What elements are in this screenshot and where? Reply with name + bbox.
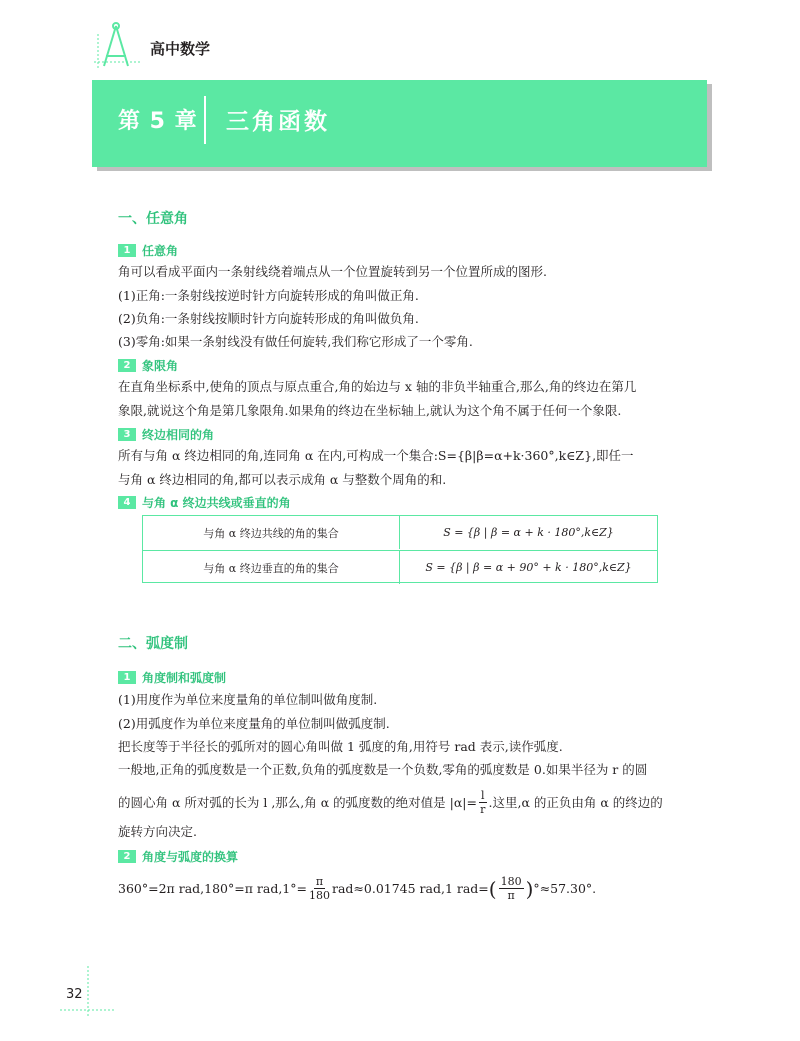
fraction-numerator: l <box>480 789 485 802</box>
fraction-numerator: π <box>315 875 324 888</box>
fraction-numerator: 180 <box>500 875 522 888</box>
subsection-number: 1 <box>118 244 136 257</box>
angle-set-table <box>142 515 658 583</box>
subsection-number: 2 <box>118 850 136 863</box>
formula-text: °≈57.30°. <box>533 880 597 896</box>
table-cell: S = {β | β = α + 90° + k · 180°,k∈Z} <box>425 561 632 574</box>
paragraph-line: 把长度等于半径长的弧所对的圆心角叫做 1 弧度的角,用符号 rad 表示,读作弧度. <box>118 739 563 754</box>
subsection-title: 与角 α 终边共线或垂直的角 <box>142 496 291 510</box>
paragraph-line: (2)用弧度作为单位来度量角的单位制叫做弧度制. <box>118 716 390 731</box>
fraction-denominator: 180 <box>308 889 330 902</box>
subsection-number: 2 <box>118 359 136 372</box>
subsection-number: 1 <box>118 671 136 684</box>
subsection-title: 角度制和弧度制 <box>142 671 227 685</box>
fraction-denominator: π <box>507 889 515 902</box>
subsection-number: 3 <box>118 428 136 441</box>
paragraph-line: 在直角坐标系中,使角的顶点与原点重合,角的始边与 x 轴的非负半轴重合,那么,角的终边在第几 <box>118 379 637 394</box>
paragraph-line: (1)正角:一条射线按逆时针方向旋转形成的角叫做正角. <box>118 288 419 303</box>
subsection-title: 任意角 <box>142 244 179 258</box>
banner-divider <box>204 96 206 144</box>
compass-ruler-icon <box>92 18 144 70</box>
table-cell: 与角 α 终边垂直的角的集合 <box>143 551 400 584</box>
subsection-1-3 <box>118 426 214 443</box>
fraction-pi-over-180 <box>309 875 330 902</box>
subsection-1-1 <box>118 242 178 259</box>
subsection-title: 象限角 <box>142 359 179 373</box>
table-row <box>143 516 657 549</box>
paragraph-line: (1)用度作为单位来度量角的单位制叫做角度制. <box>118 692 378 707</box>
chapter-title: 三角函数 <box>226 109 330 135</box>
formula-text: .这里,α 的正负由角 α 的终边的 <box>488 794 663 810</box>
fraction-l-over-r <box>479 789 487 816</box>
paragraph-line: 象限,就说这个角是第几象限角.如果角的终边在坐标轴上,就认为这个角不属于任何一个象限. <box>118 403 622 418</box>
table-row <box>143 550 657 584</box>
conversion-formula <box>118 875 596 902</box>
section-title-arbitrary-angle: 一、任意角 <box>118 211 188 227</box>
paragraph-line: 角可以看成平面内一条射线绕着端点从一个位置旋转到另一个位置所成的图形. <box>118 264 547 279</box>
subsection-1-4 <box>118 494 291 511</box>
formula-text: 的圆心角 α 所对弧的长为 l ,那么,角 α 的弧度数的绝对值是 |α|= <box>118 794 477 810</box>
paragraph-line: 与角 α 终边相同的角,都可以表示成角 α 与整数个周角的和. <box>118 472 447 487</box>
subsection-title: 终边相同的角 <box>142 428 215 442</box>
paragraph-line: (3)零角:如果一条射线没有做任何旋转,我们称它形成了一个零角. <box>118 334 473 349</box>
left-paren-icon: ( <box>488 876 497 901</box>
subsection-2-1 <box>118 669 226 686</box>
book-title: 高中数学 <box>150 40 211 58</box>
fraction-denominator: r <box>480 803 486 816</box>
subsection-2-2 <box>118 848 238 865</box>
page-number: 32 <box>66 987 83 1002</box>
subsection-1-2 <box>118 357 178 374</box>
section-title-radian: 二、弧度制 <box>118 636 188 652</box>
subsection-title: 角度与弧度的换算 <box>142 850 239 864</box>
paragraph-line: 一般地,正角的弧度数是一个正数,负角的弧度数是一个负数,零角的弧度数是 0.如果半径为 r 的圆 <box>118 762 648 777</box>
fraction-180-over-pi <box>499 875 524 902</box>
formula-text: rad≈0.01745 rad,1 rad= <box>331 880 489 896</box>
table-cell: 与角 α 终边共线的角的集合 <box>143 516 400 549</box>
paragraph-line: 旋转方向决定. <box>118 824 197 839</box>
paragraph-formula-line <box>118 789 663 816</box>
paragraph-line: (2)负角:一条射线按顺时针方向旋转形成的角叫做负角. <box>118 311 419 326</box>
table-cell: S = {β | β = α + k · 180°,k∈Z} <box>443 526 614 539</box>
paragraph-line: 所有与角 α 终边相同的角,连同角 α 在内,可构成一个集合:S={β|β=α+k·360°,k∈Z},即任一 <box>118 448 634 463</box>
right-paren-icon: ) <box>525 876 534 901</box>
subsection-number: 4 <box>118 496 136 509</box>
formula-text: 360°=2π rad,180°=π rad,1°= <box>118 880 307 896</box>
chapter-number: 第 5 章 <box>118 109 198 134</box>
